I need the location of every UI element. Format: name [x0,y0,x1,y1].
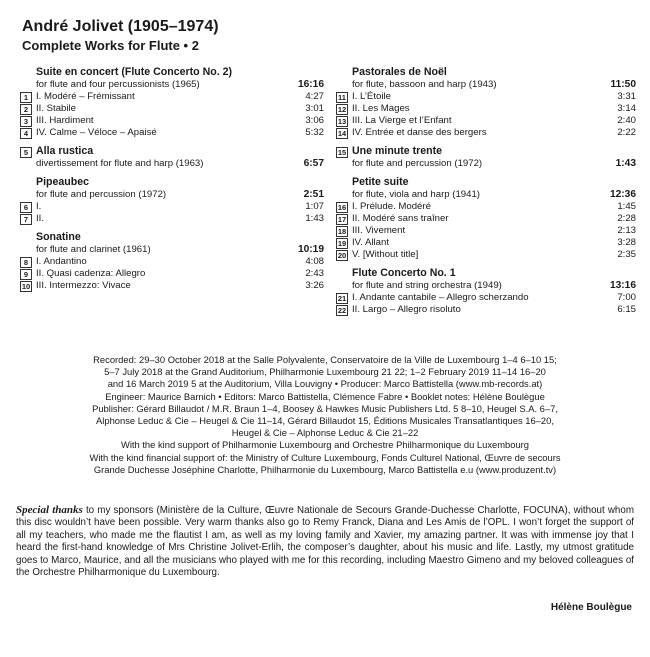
track-title: II. [36,213,44,224]
track-title: I. Modéré – Frémissant [36,91,135,102]
track-duration: 3:06 [305,115,324,126]
track-number: 11 [336,92,348,103]
track-number: 20 [337,251,347,260]
track-title: I. Prélude. Modéré [352,201,431,212]
track-number: 8 [20,257,32,268]
track-duration: 5:32 [305,127,324,138]
work-total-duration: 10:19 [297,244,324,255]
credit-line: Grande Duchesse Joséphine Charlotte, Philharmonie du Luxembourg, Marco Battistella e.u (www.produzent.tv) [93,463,557,475]
track-duration: 1:07 [305,201,324,212]
track-number: 2 [20,104,32,115]
track-number: 14 [337,129,347,138]
track-title: II. Modéré sans traîner [352,213,449,224]
work-title-row [336,145,636,158]
work-entry [20,231,324,292]
track-title: II. Stabile [36,103,76,114]
track-row [20,115,324,127]
track-row [336,292,636,304]
track-duration: 3:01 [305,103,324,114]
special-thanks [16,504,634,579]
track-number: 21 [337,294,347,303]
work-entry [336,145,636,170]
track-duration: 7:00 [617,292,636,303]
work-instrumentation: for flute and percussion (1972) [352,158,483,169]
track-duration: 2:43 [305,268,324,279]
track-duration: 4:27 [305,91,324,102]
track-title: III. Vivement [352,225,406,236]
work-instrumentation: for flute, bassoon and harp (1943) [352,79,497,90]
work-instrumentation: for flute and clarinet (1961) [36,244,151,255]
track-row [20,91,324,103]
track-row [20,201,324,213]
work-total-duration: 12:36 [609,189,636,200]
credits-block [16,354,634,476]
track-title: IV. Entrée et danse des bergers [352,127,487,138]
work-title: Pastorales de Noël [352,66,447,78]
track-row [20,256,324,268]
work-title: Flute Concerto No. 1 [352,267,456,279]
track-row [336,91,636,103]
track-number: 3 [20,116,32,127]
credit-line: Alphonse Leduc & Cie – Heugel & Cie 11–14, Gérard Billaudot 15, Éditions Musicales Transatlantiques 16–20, [96,415,554,427]
work-subtitle [336,280,636,292]
work-instrumentation: for flute, viola and harp (1941) [352,189,480,200]
credit-line: With the kind support of Philharmonie Luxembourg and Orchestre Philharmonique du Luxembourg [120,439,530,451]
track-number: 19 [337,239,347,248]
track-number: 17 [337,215,347,224]
track-number: 4 [20,128,32,139]
track-title: II. Les Mages [352,103,410,114]
track-title: I. Andantino [36,256,87,267]
credit-line: Engineer: Maurice Barnich • Editors: Marco Battistella, Clémence Fabre • Booklet notes: Hélène Boulègue [105,390,545,402]
track-row [336,115,636,127]
track-duration: 1:43 [305,213,324,224]
credit-line: Heugel & Cie – Alphonse Leduc & Cie 21–22 [231,427,419,439]
work-title: Petite suite [352,176,409,188]
track-duration: 2:28 [617,213,636,224]
track-number: 12 [337,105,347,114]
track-number: 10 [21,282,31,291]
credit-line: With the kind financial support of: the Ministry of Culture Luxembourg, Fonds Culturel National, Œuvre de secours [89,451,561,463]
track-number: 16 [337,203,347,212]
track-row [20,103,324,115]
work-entry [336,267,636,316]
track-row [20,213,324,225]
track-title: I. [36,201,42,212]
work-subtitle [336,158,636,170]
track-title: I. L’Étoile [352,91,391,102]
track-title: II. Quasi cadenza: Allegro [36,268,146,279]
track-number: 15 [337,148,347,157]
work-title: Suite en concert (Flute Concerto No. 2) [36,66,233,78]
thanks-lead: Special thanks [16,504,83,516]
work-subtitle [20,189,324,201]
track-duration: 2:13 [617,225,636,236]
work-instrumentation: for flute and string orchestra (1949) [352,280,502,291]
track-number: 9 [20,269,32,280]
track-row [336,127,636,139]
work-instrumentation: for flute and percussion (1972) [36,189,167,200]
track-row [336,225,636,237]
track-title: II. Largo – Allegro risoluto [352,304,461,315]
track-row [20,280,324,292]
work-subtitle [336,79,636,91]
work-title: Pipeaubec [36,176,89,188]
track-number: 6 [20,202,32,213]
work-entry [336,66,636,139]
work-subtitle [20,79,324,91]
work-entry [336,176,636,261]
work-title: Une minute trente [352,145,443,157]
track-title: I. Andante cantabile – Allegro scherzando [352,292,529,303]
credit-line: Publisher: Gérard Billaudot / M.R. Braun 1–4, Boosey & Hawkes Music Publishers Ltd. 5 8–10, Heugel S.A. 6–7, [92,402,558,414]
track-row [20,268,324,280]
track-duration: 6:15 [617,304,636,315]
work-entry [20,145,324,170]
track-title: IV. Allant [352,237,389,248]
track-title: V. [Without title] [352,249,419,260]
track-row [336,249,636,261]
track-number: 18 [337,227,347,236]
work-subtitle [20,158,324,170]
credit-line: Recorded: 29–30 October 2018 at the Salle Polyvalente, Conservatoire de la Ville de Luxembourg 1–4 6–10 15; [93,354,557,365]
track-duration: 4:08 [305,256,324,267]
track-duration: 2:22 [617,127,636,138]
track-number: 13 [337,117,347,126]
track-duration: 2:35 [617,249,636,260]
work-subtitle [20,244,324,256]
work-title: Sonatine [36,231,81,243]
track-number: 1 [20,92,32,103]
track-row [336,304,636,316]
signature: Hélène Boulègue [550,602,632,613]
track-duration: 3:26 [305,280,324,291]
track-title: III. Intermezzo: Vivace [36,280,131,291]
work-instrumentation: divertissement for flute and harp (1963) [36,158,204,169]
track-number: 22 [337,306,347,315]
work-entry [20,66,324,139]
tracklist-left [20,66,324,298]
track-title: III. Hardiment [36,115,94,126]
work-total-duration: 16:16 [297,79,324,90]
track-title: IV. Calme – Véloce – Apaisé [36,127,157,138]
track-row [336,103,636,115]
credit-line: and 16 March 2019 5 at the Auditorium, Villa Louvigny • Producer: Marco Battistella (www.mb-records.at) [107,378,543,390]
track-number: 7 [20,214,32,225]
work-total-duration: 1:43 [615,158,636,169]
track-duration: 2:40 [617,115,636,126]
work-title: Alla rustica [36,145,94,157]
work-total-duration: 6:57 [303,158,324,169]
tracklist-right [336,66,636,322]
work-instrumentation: for flute and four percussionists (1965) [36,79,200,90]
track-duration: 1:45 [617,201,636,212]
album-title: Complete Works for Flute • 2 [22,38,199,53]
track-row [336,201,636,213]
work-total-duration: 13:16 [609,280,636,291]
work-title-row [20,145,324,158]
work-total-duration: 2:51 [303,189,324,200]
work-total-duration: 11:50 [610,79,636,90]
track-row [20,127,324,139]
track-duration: 3:31 [617,91,636,102]
work-entry [20,176,324,225]
thanks-body: to my sponsors (Ministère de la Culture, Œuvre Nationale de Secours Grande-Duchesse Charlotte, FOCUNA), without whom this disc wouldn’t have been possible. Very warm thanks also go to Remy Franck, Diana and Les Amis de l’OPL. I won’t forget the support of all my teachers, who made me the flautist I am, as well as my loving family and Xavier, my amazing partner. It was with immense joy that I heard the first-hand knowledge of Mrs Christine Jolivet-Erlih, the composer’s daughter, about his music and life. Lastly, my utmost gratitude goes to Marco, Maurice, and all the musicians who played with me for this recording, including Maestro Gimeno and my beloved colleagues of the Orchestre Philharmonique du Luxembourg. [16,505,634,579]
track-title: III. La Vierge et l’Enfant [352,115,452,126]
track-row [336,213,636,225]
track-number: 5 [20,147,32,158]
work-subtitle [336,189,636,201]
track-row [336,237,636,249]
track-duration: 3:28 [617,237,636,248]
credit-line: 5–7 July 2018 at the Grand Auditorium, Philharmonie Luxembourg 21 22; 1–2 February 2019 11–14 16–20 [104,366,546,378]
track-duration: 3:14 [617,103,636,114]
composer-heading: André Jolivet (1905–1974) [22,18,219,35]
